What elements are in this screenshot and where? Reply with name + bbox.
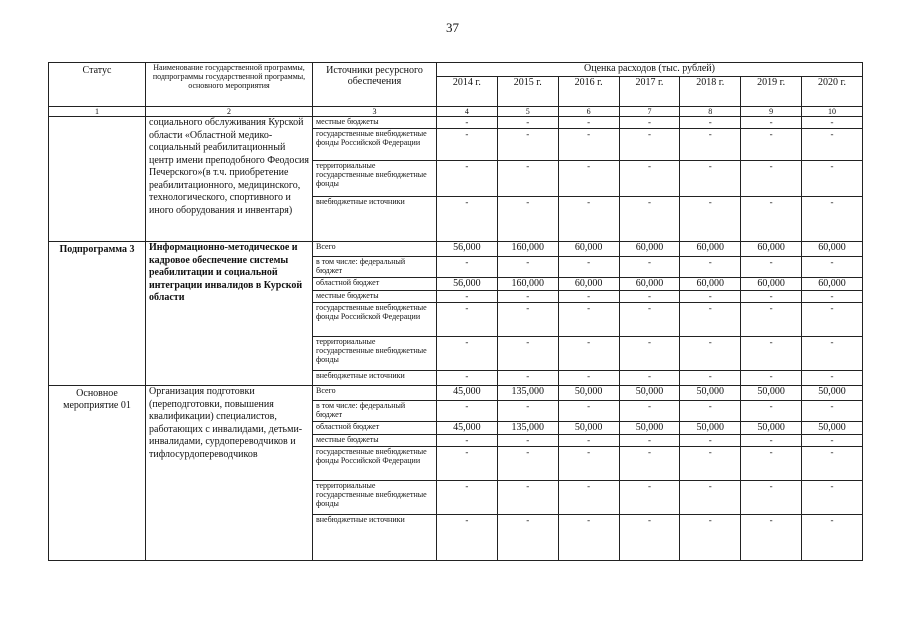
value-cell: 50,000 xyxy=(741,386,802,401)
value-cell: - xyxy=(680,481,741,515)
source-cell: Всего xyxy=(313,242,437,257)
value-cell: 56,000 xyxy=(437,278,498,291)
source-cell: внебюджетные источники xyxy=(313,515,437,561)
header-status: Статус xyxy=(49,63,146,107)
column-number: 3 xyxy=(313,107,437,117)
value-cell: - xyxy=(497,515,558,561)
value-cell: - xyxy=(741,117,802,129)
column-number: 10 xyxy=(802,107,863,117)
value-cell: - xyxy=(741,291,802,303)
value-cell: 60,000 xyxy=(680,242,741,257)
header-name: Наименование государственной программы, подпрограммы государственной программы, основного мероприятия xyxy=(146,63,313,107)
value-cell: - xyxy=(741,435,802,447)
value-cell: - xyxy=(497,257,558,278)
source-cell: местные бюджеты xyxy=(313,435,437,447)
value-cell: - xyxy=(680,197,741,242)
value-cell: 135,000 xyxy=(497,386,558,401)
header-year: 2015 г. xyxy=(497,76,558,106)
value-cell: - xyxy=(497,401,558,422)
source-cell: в том числе: федеральный бюджет xyxy=(313,401,437,422)
header-year: 2017 г. xyxy=(619,76,680,106)
value-cell: 50,000 xyxy=(802,422,863,435)
value-cell: 60,000 xyxy=(741,278,802,291)
value-cell: - xyxy=(802,291,863,303)
row-name: Организация подготовки (переподготовки, повышения квалификации) специалистов, работающих с инвалидами, детьми-инвалидами, сурдопереводчиков и тифлосурдопереводчиков xyxy=(146,386,313,561)
value-cell: - xyxy=(437,435,498,447)
value-cell: 60,000 xyxy=(802,242,863,257)
value-cell: - xyxy=(558,447,619,481)
value-cell: 50,000 xyxy=(680,422,741,435)
value-cell: - xyxy=(437,291,498,303)
source-cell: территориальные государственные внебюджетные фонды xyxy=(313,161,437,197)
row-status: Основное мероприятие 01 xyxy=(49,386,146,561)
column-numbers-row xyxy=(49,107,863,117)
source-cell: местные бюджеты xyxy=(313,117,437,129)
value-cell: - xyxy=(497,371,558,386)
value-cell: - xyxy=(437,197,498,242)
row-status xyxy=(49,117,146,242)
value-cell: - xyxy=(680,337,741,371)
value-cell: - xyxy=(619,117,680,129)
column-number: 2 xyxy=(146,107,313,117)
value-cell: 50,000 xyxy=(619,386,680,401)
value-cell: - xyxy=(437,515,498,561)
value-cell: 60,000 xyxy=(558,242,619,257)
value-cell: - xyxy=(497,117,558,129)
source-cell: в том числе: федеральный бюджет xyxy=(313,257,437,278)
value-cell: - xyxy=(741,481,802,515)
value-cell: - xyxy=(741,401,802,422)
value-cell: - xyxy=(802,481,863,515)
value-cell: - xyxy=(558,197,619,242)
header-year: 2019 г. xyxy=(741,76,802,106)
value-cell: - xyxy=(619,401,680,422)
value-cell: 50,000 xyxy=(802,386,863,401)
header-estimate: Оценка расходов (тыс. рублей) xyxy=(437,63,863,77)
table-row xyxy=(49,242,863,257)
header-year: 2018 г. xyxy=(680,76,741,106)
value-cell: - xyxy=(680,161,741,197)
page-number: 37 xyxy=(446,20,459,35)
value-cell: - xyxy=(619,257,680,278)
value-cell: - xyxy=(741,337,802,371)
value-cell: - xyxy=(619,161,680,197)
value-cell: 60,000 xyxy=(558,278,619,291)
source-cell: государственные внебюджетные фонды Российской Федерации xyxy=(313,303,437,337)
column-number: 7 xyxy=(619,107,680,117)
value-cell: - xyxy=(802,129,863,161)
value-cell: - xyxy=(802,515,863,561)
value-cell: - xyxy=(741,447,802,481)
source-cell: областной бюджет xyxy=(313,422,437,435)
value-cell: 135,000 xyxy=(497,422,558,435)
value-cell: - xyxy=(497,161,558,197)
value-cell: - xyxy=(437,257,498,278)
source-cell: внебюджетные источники xyxy=(313,371,437,386)
source-cell: Всего xyxy=(313,386,437,401)
value-cell: - xyxy=(558,371,619,386)
value-cell: - xyxy=(497,447,558,481)
value-cell: - xyxy=(619,129,680,161)
value-cell: - xyxy=(802,435,863,447)
column-number: 9 xyxy=(741,107,802,117)
value-cell: - xyxy=(619,303,680,337)
value-cell: - xyxy=(437,481,498,515)
value-cell: - xyxy=(437,401,498,422)
value-cell: - xyxy=(802,447,863,481)
value-cell: - xyxy=(802,303,863,337)
column-number: 4 xyxy=(437,107,498,117)
row-name: социального обслуживания Курской области «Областной медико-социальный реабилитационный центр имени преподобного Феодосия Печерского»(в т.ч. приобретение реабилитационного, медицинского, технологического, спортивного и иного оборудования и инвентаря) xyxy=(146,117,313,242)
value-cell: - xyxy=(741,161,802,197)
value-cell: 160,000 xyxy=(497,242,558,257)
column-number: 5 xyxy=(497,107,558,117)
value-cell: - xyxy=(741,129,802,161)
value-cell: 60,000 xyxy=(741,242,802,257)
value-cell: - xyxy=(680,129,741,161)
value-cell: - xyxy=(437,371,498,386)
value-cell: - xyxy=(437,303,498,337)
value-cell: - xyxy=(497,129,558,161)
value-cell: 160,000 xyxy=(497,278,558,291)
header-row xyxy=(49,63,863,77)
value-cell: - xyxy=(802,401,863,422)
header-sources: Источники ресурсного обеспечения xyxy=(313,63,437,107)
value-cell: 50,000 xyxy=(558,386,619,401)
value-cell: - xyxy=(802,197,863,242)
source-cell: государственные внебюджетные фонды Российской Федерации xyxy=(313,129,437,161)
value-cell: - xyxy=(680,117,741,129)
value-cell: - xyxy=(680,447,741,481)
source-cell: областной бюджет xyxy=(313,278,437,291)
header-year: 2020 г. xyxy=(802,76,863,106)
row-status: Подпрограмма 3 xyxy=(49,242,146,386)
value-cell: - xyxy=(558,117,619,129)
value-cell: - xyxy=(558,257,619,278)
value-cell: - xyxy=(680,371,741,386)
value-cell: - xyxy=(558,481,619,515)
header-year: 2014 г. xyxy=(437,76,498,106)
value-cell: 60,000 xyxy=(680,278,741,291)
source-cell: местные бюджеты xyxy=(313,291,437,303)
value-cell: 50,000 xyxy=(741,422,802,435)
value-cell: - xyxy=(558,337,619,371)
table-row xyxy=(49,117,863,129)
value-cell: - xyxy=(497,481,558,515)
value-cell: - xyxy=(558,401,619,422)
value-cell: - xyxy=(437,129,498,161)
table-row xyxy=(49,386,863,401)
value-cell: - xyxy=(741,257,802,278)
value-cell: - xyxy=(619,291,680,303)
value-cell: - xyxy=(680,291,741,303)
value-cell: - xyxy=(497,435,558,447)
value-cell: 50,000 xyxy=(680,386,741,401)
value-cell: - xyxy=(802,161,863,197)
source-cell: территориальные государственные внебюджетные фонды xyxy=(313,337,437,371)
value-cell: - xyxy=(802,337,863,371)
value-cell: - xyxy=(437,447,498,481)
value-cell: - xyxy=(437,117,498,129)
column-number: 6 xyxy=(558,107,619,117)
value-cell: - xyxy=(558,161,619,197)
source-cell: внебюджетные источники xyxy=(313,197,437,242)
value-cell: - xyxy=(558,291,619,303)
value-cell: - xyxy=(741,371,802,386)
expense-table xyxy=(48,62,863,561)
value-cell: - xyxy=(680,435,741,447)
value-cell: - xyxy=(497,197,558,242)
source-cell: территориальные государственные внебюджетные фонды xyxy=(313,481,437,515)
source-cell: государственные внебюджетные фонды Российской Федерации xyxy=(313,447,437,481)
value-cell: - xyxy=(680,401,741,422)
value-cell: - xyxy=(741,303,802,337)
column-number: 1 xyxy=(49,107,146,117)
value-cell: - xyxy=(558,435,619,447)
value-cell: - xyxy=(619,447,680,481)
value-cell: - xyxy=(619,515,680,561)
value-cell: - xyxy=(437,337,498,371)
value-cell: - xyxy=(497,303,558,337)
value-cell: - xyxy=(802,117,863,129)
value-cell: - xyxy=(619,197,680,242)
table-body xyxy=(49,117,863,561)
value-cell: - xyxy=(558,303,619,337)
value-cell: 45,000 xyxy=(437,422,498,435)
value-cell: - xyxy=(741,197,802,242)
value-cell: - xyxy=(741,515,802,561)
value-cell: 60,000 xyxy=(619,242,680,257)
row-name: Информационно-методическое и кадровое обеспечение системы реабилитации и социальной интеграции инвалидов в Курской области xyxy=(146,242,313,386)
value-cell: - xyxy=(558,515,619,561)
header-year: 2016 г. xyxy=(558,76,619,106)
value-cell: 56,000 xyxy=(437,242,498,257)
value-cell: - xyxy=(802,371,863,386)
value-cell: - xyxy=(497,337,558,371)
value-cell: 50,000 xyxy=(619,422,680,435)
value-cell: - xyxy=(619,481,680,515)
value-cell: 45,000 xyxy=(437,386,498,401)
value-cell: - xyxy=(802,257,863,278)
value-cell: 60,000 xyxy=(619,278,680,291)
value-cell: - xyxy=(619,337,680,371)
value-cell: - xyxy=(680,515,741,561)
value-cell: - xyxy=(680,303,741,337)
value-cell: - xyxy=(497,291,558,303)
value-cell: - xyxy=(619,371,680,386)
value-cell: 50,000 xyxy=(558,422,619,435)
value-cell: - xyxy=(680,257,741,278)
value-cell: - xyxy=(558,129,619,161)
value-cell: - xyxy=(619,435,680,447)
value-cell: 60,000 xyxy=(802,278,863,291)
value-cell: - xyxy=(437,161,498,197)
column-number: 8 xyxy=(680,107,741,117)
